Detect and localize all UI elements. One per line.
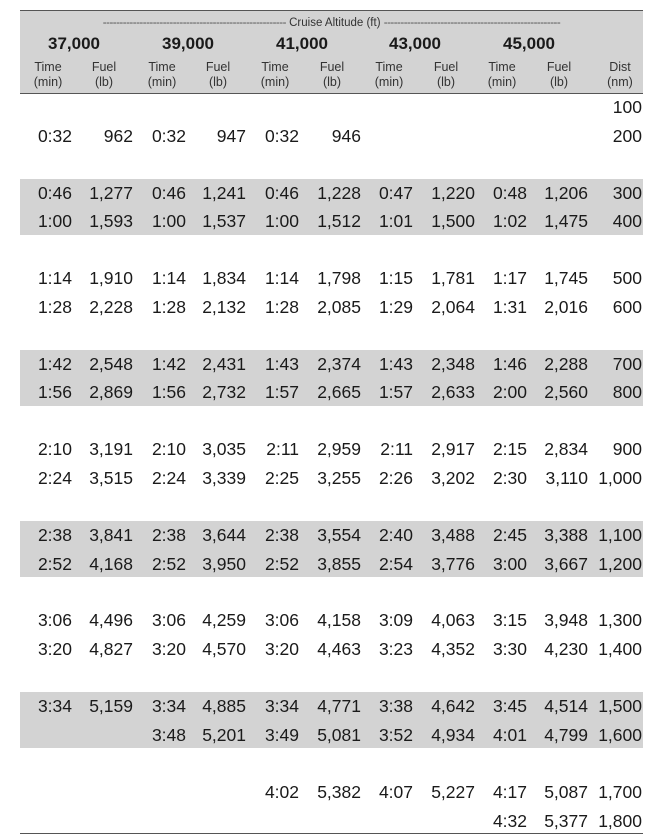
time-cell: 1:14 xyxy=(264,268,299,288)
time-cell: 3:48 xyxy=(151,725,186,745)
time-cell: 3:20 xyxy=(151,639,186,659)
fuel-cell: 2,548 xyxy=(89,354,133,374)
fuel-column-header-unit: (lb) xyxy=(549,75,569,89)
time-column-header xyxy=(365,60,413,90)
time-cell: 2:00 xyxy=(492,382,527,402)
dist-column-header xyxy=(596,60,644,90)
dist-cell: 1,800 xyxy=(598,811,642,831)
fuel-cell: 2,917 xyxy=(431,439,475,459)
fuel-cell: 1,834 xyxy=(202,268,246,288)
fuel-cell: 962 xyxy=(103,126,133,146)
time-column-header-label: Time xyxy=(261,60,289,74)
banner-title: Cruise Altitude (ft) xyxy=(289,17,381,29)
fuel-cell: 2,085 xyxy=(317,297,361,317)
cruise-altitude-banner xyxy=(20,16,643,30)
fuel-cell: 1,228 xyxy=(317,183,361,203)
banner-dash-left: ------------------------------------------------------- xyxy=(102,17,286,29)
time-cell: 1:56 xyxy=(151,382,186,402)
dist-cell: 700 xyxy=(612,354,642,374)
time-cell: 1:00 xyxy=(151,211,186,231)
dist-cell: 1,000 xyxy=(598,468,642,488)
fuel-cell: 2,869 xyxy=(89,382,133,402)
fuel-cell: 1,745 xyxy=(544,268,588,288)
time-cell: 1:00 xyxy=(37,211,72,231)
time-cell: 1:42 xyxy=(37,354,72,374)
fuel-cell: 3,776 xyxy=(431,554,475,574)
fuel-cell: 2,132 xyxy=(202,297,246,317)
fuel-cell: 5,382 xyxy=(317,782,361,802)
time-cell: 1:56 xyxy=(37,382,72,402)
fuel-column-header-label: Fuel xyxy=(319,60,345,74)
altitude-41000: 41,000 xyxy=(276,34,328,53)
time-cell: 2:30 xyxy=(492,468,527,488)
fuel-cell: 1,910 xyxy=(89,268,133,288)
fuel-cell: 1,220 xyxy=(431,183,475,203)
time-cell: 4:07 xyxy=(378,782,413,802)
time-cell: 0:32 xyxy=(151,126,186,146)
fuel-cell: 1,277 xyxy=(89,183,133,203)
time-cell: 3:20 xyxy=(37,639,72,659)
time-cell: 3:06 xyxy=(264,610,299,630)
fuel-cell: 2,959 xyxy=(317,439,361,459)
fuel-cell: 3,388 xyxy=(544,525,588,545)
fuel-cell: 4,230 xyxy=(544,639,588,659)
time-cell: 1:28 xyxy=(151,297,186,317)
fuel-cell: 4,885 xyxy=(202,696,246,716)
fuel-cell: 3,841 xyxy=(89,525,133,545)
time-cell: 0:48 xyxy=(492,183,527,203)
fuel-cell: 4,352 xyxy=(431,639,475,659)
fuel-cell: 1,241 xyxy=(202,183,246,203)
fuel-cell: 2,064 xyxy=(431,297,475,317)
dist-cell: 300 xyxy=(612,183,642,203)
fuel-cell: 2,665 xyxy=(317,382,361,402)
fuel-column-header-unit: (lb) xyxy=(436,75,456,89)
time-cell: 1:31 xyxy=(492,297,527,317)
fuel-cell: 3,191 xyxy=(89,439,133,459)
fuel-cell: 1,798 xyxy=(317,268,361,288)
time-cell: 3:52 xyxy=(378,725,413,745)
time-cell: 2:38 xyxy=(264,525,299,545)
fuel-cell: 4,168 xyxy=(89,554,133,574)
time-cell: 1:17 xyxy=(492,268,527,288)
time-cell: 3:20 xyxy=(264,639,299,659)
fuel-cell: 4,063 xyxy=(431,610,475,630)
time-cell: 1:29 xyxy=(378,297,413,317)
time-cell: 3:45 xyxy=(492,696,527,716)
time-cell: 3:38 xyxy=(378,696,413,716)
time-column-header-label: Time xyxy=(488,60,516,74)
time-column-header xyxy=(251,60,299,90)
fuel-cell: 5,201 xyxy=(202,725,246,745)
dist-cell: 1,100 xyxy=(598,525,642,545)
fuel-cell: 1,512 xyxy=(317,211,361,231)
fuel-cell: 1,206 xyxy=(544,183,588,203)
dist-cell: 1,500 xyxy=(598,696,642,716)
fuel-column-header-label: Fuel xyxy=(433,60,459,74)
fuel-cell: 5,377 xyxy=(544,811,588,831)
fuel-cell: 947 xyxy=(216,126,246,146)
altitude-45000: 45,000 xyxy=(503,34,555,53)
fuel-cell: 3,202 xyxy=(431,468,475,488)
fuel-cell: 1,475 xyxy=(544,211,588,231)
fuel-cell: 4,827 xyxy=(89,639,133,659)
fuel-cell: 1,537 xyxy=(202,211,246,231)
fuel-cell: 1,593 xyxy=(89,211,133,231)
fuel-cell: 2,348 xyxy=(431,354,475,374)
time-cell: 2:54 xyxy=(378,554,413,574)
time-column-header xyxy=(24,60,72,90)
time-cell: 3:34 xyxy=(264,696,299,716)
time-cell: 3:34 xyxy=(151,696,186,716)
header-rule xyxy=(20,93,643,94)
time-cell: 2:24 xyxy=(37,468,72,488)
time-cell: 2:38 xyxy=(151,525,186,545)
time-cell: 1:46 xyxy=(492,354,527,374)
time-column-header-label: Time xyxy=(34,60,62,74)
fuel-column-header-label: Fuel xyxy=(546,60,572,74)
time-cell: 0:46 xyxy=(264,183,299,203)
time-cell: 2:52 xyxy=(37,554,72,574)
time-cell: 4:32 xyxy=(492,811,527,831)
time-cell: 1:42 xyxy=(151,354,186,374)
fuel-cell: 2,633 xyxy=(431,382,475,402)
altitude-43000: 43,000 xyxy=(389,34,441,53)
time-cell: 3:06 xyxy=(37,610,72,630)
dist-cell: 900 xyxy=(612,439,642,459)
time-cell: 0:32 xyxy=(37,126,72,146)
dist-column-header-unit: (nm) xyxy=(607,75,633,89)
fuel-cell: 3,255 xyxy=(317,468,361,488)
time-cell: 1:28 xyxy=(264,297,299,317)
time-column-header-unit: (min) xyxy=(374,75,404,89)
fuel-cell: 3,667 xyxy=(544,554,588,574)
dist-cell: 200 xyxy=(612,126,642,146)
time-cell: 0:46 xyxy=(37,183,72,203)
fuel-cell: 3,035 xyxy=(202,439,246,459)
fuel-cell: 4,496 xyxy=(89,610,133,630)
time-cell: 2:38 xyxy=(37,525,72,545)
fuel-cell: 4,642 xyxy=(431,696,475,716)
fuel-column-header xyxy=(535,60,583,90)
time-column-header-unit: (min) xyxy=(33,75,63,89)
fuel-cell: 2,288 xyxy=(544,354,588,374)
time-cell: 2:10 xyxy=(151,439,186,459)
dist-cell: 1,400 xyxy=(598,639,642,659)
fuel-cell: 3,339 xyxy=(202,468,246,488)
fuel-cell: 3,110 xyxy=(545,468,588,488)
time-cell: 1:14 xyxy=(151,268,186,288)
time-cell: 3:09 xyxy=(378,610,413,630)
time-cell: 2:45 xyxy=(492,525,527,545)
time-cell: 3:06 xyxy=(151,610,186,630)
time-column-header-unit: (min) xyxy=(147,75,177,89)
time-cell: 2:15 xyxy=(492,439,527,459)
time-cell: 4:17 xyxy=(492,782,527,802)
fuel-column-header xyxy=(194,60,242,90)
time-cell: 0:32 xyxy=(264,126,299,146)
fuel-column-header xyxy=(422,60,470,90)
time-cell: 3:34 xyxy=(37,696,72,716)
fuel-column-header-unit: (lb) xyxy=(208,75,228,89)
fuel-cell: 3,554 xyxy=(317,525,361,545)
time-column-header-label: Time xyxy=(148,60,176,74)
fuel-cell: 5,159 xyxy=(89,696,133,716)
altitude-39000: 39,000 xyxy=(162,34,214,53)
bottom-rule xyxy=(20,833,643,834)
dist-cell: 500 xyxy=(612,268,642,288)
fuel-cell: 4,771 xyxy=(317,696,361,716)
time-column-header-unit: (min) xyxy=(487,75,517,89)
time-cell: 2:52 xyxy=(264,554,299,574)
time-cell: 0:47 xyxy=(378,183,413,203)
fuel-cell: 2,016 xyxy=(544,297,588,317)
fuel-cell: 4,514 xyxy=(544,696,588,716)
time-cell: 1:57 xyxy=(378,382,413,402)
time-column-header-unit: (min) xyxy=(260,75,290,89)
time-cell: 4:01 xyxy=(492,725,527,745)
dist-cell: 100 xyxy=(612,97,642,117)
fuel-cell: 1,500 xyxy=(431,211,475,231)
fuel-column-header xyxy=(80,60,128,90)
fuel-cell: 2,431 xyxy=(202,354,246,374)
fuel-cell: 4,934 xyxy=(431,725,475,745)
time-cell: 2:52 xyxy=(151,554,186,574)
dist-cell: 1,600 xyxy=(598,725,642,745)
fuel-column-header-label: Fuel xyxy=(91,60,117,74)
time-cell: 1:43 xyxy=(378,354,413,374)
time-cell: 2:10 xyxy=(37,439,72,459)
fuel-cell: 1,781 xyxy=(431,268,475,288)
dist-cell: 400 xyxy=(612,211,642,231)
time-cell: 1:02 xyxy=(492,211,527,231)
fuel-column-header-unit: (lb) xyxy=(322,75,342,89)
fuel-cell: 5,081 xyxy=(317,725,361,745)
fuel-column-header-unit: (lb) xyxy=(94,75,114,89)
time-cell: 3:49 xyxy=(264,725,299,745)
time-cell: 1:28 xyxy=(37,297,72,317)
time-column-header-label: Time xyxy=(375,60,403,74)
fuel-cell: 2,374 xyxy=(317,354,361,374)
fuel-cell: 5,087 xyxy=(544,782,588,802)
time-cell: 1:01 xyxy=(378,211,413,231)
time-cell: 2:40 xyxy=(378,525,413,545)
top-rule xyxy=(20,10,643,11)
time-cell: 3:30 xyxy=(492,639,527,659)
fuel-cell: 2,560 xyxy=(544,382,588,402)
fuel-column-header-label: Fuel xyxy=(205,60,231,74)
fuel-cell: 2,834 xyxy=(544,439,588,459)
fuel-cell: 2,732 xyxy=(202,382,246,402)
altitude-37000: 37,000 xyxy=(48,34,100,53)
time-cell: 1:15 xyxy=(378,268,413,288)
time-column-header xyxy=(478,60,526,90)
fuel-cell: 3,950 xyxy=(202,554,246,574)
dist-column-header-label: Dist xyxy=(609,60,631,74)
time-cell: 1:57 xyxy=(264,382,299,402)
fuel-cell: 946 xyxy=(331,126,361,146)
time-cell: 2:11 xyxy=(380,439,413,459)
time-column-header xyxy=(138,60,186,90)
time-cell: 1:14 xyxy=(37,268,72,288)
dist-cell: 600 xyxy=(612,297,642,317)
fuel-cell: 3,488 xyxy=(431,525,475,545)
fuel-cell: 3,644 xyxy=(202,525,246,545)
fuel-cell: 2,228 xyxy=(89,297,133,317)
time-cell: 2:26 xyxy=(378,468,413,488)
time-cell: 2:25 xyxy=(264,468,299,488)
fuel-cell: 4,570 xyxy=(202,639,246,659)
fuel-cell: 4,799 xyxy=(544,725,588,745)
time-cell: 2:11 xyxy=(266,439,299,459)
dist-cell: 1,300 xyxy=(598,610,642,630)
fuel-cell: 4,158 xyxy=(317,610,361,630)
dist-cell: 1,700 xyxy=(598,782,642,802)
time-cell: 3:15 xyxy=(492,610,527,630)
dist-cell: 800 xyxy=(612,382,642,402)
fuel-cell: 5,227 xyxy=(431,782,475,802)
time-cell: 1:00 xyxy=(264,211,299,231)
fuel-cell: 4,259 xyxy=(202,610,246,630)
time-cell: 4:02 xyxy=(264,782,299,802)
fuel-cell: 3,948 xyxy=(544,610,588,630)
time-cell: 2:24 xyxy=(151,468,186,488)
fuel-column-header xyxy=(308,60,356,90)
dist-cell: 1,200 xyxy=(598,554,642,574)
time-cell: 3:00 xyxy=(492,554,527,574)
fuel-cell: 3,855 xyxy=(317,554,361,574)
banner-dash-right: ----------------------------------------------------- xyxy=(383,17,561,29)
time-cell: 0:46 xyxy=(151,183,186,203)
fuel-cell: 3,515 xyxy=(89,468,133,488)
time-cell: 1:43 xyxy=(264,354,299,374)
time-cell: 3:23 xyxy=(378,639,413,659)
fuel-cell: 4,463 xyxy=(317,639,361,659)
